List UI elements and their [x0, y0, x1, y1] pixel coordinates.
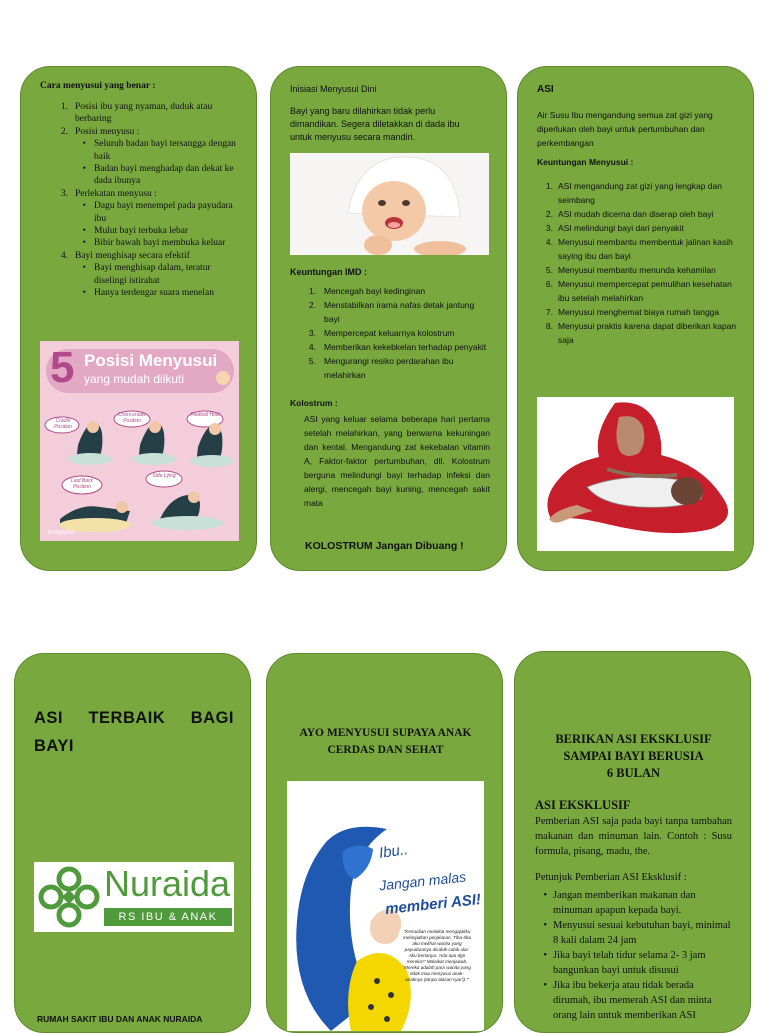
colostrum-text: ASI yang keluar selama beberapa hari pertama setelah melahirkan, yang berwarna kekuningan dan kental. Mengandung zat kekebalan vitamin A, Faktor-faktor pertumbuhan, dll. Kolostrum berguna melindungi bayi terhadap infeksi dan alergi, mencegah bayi kuning, mencegah sakit mata: [304, 414, 490, 508]
list-item-text: Bibir bawah bayi membuka keluar: [94, 238, 226, 249]
tip-item: [535, 888, 734, 918]
panel-early-initiation: [270, 66, 507, 571]
hospital-name-footer: RUMAH SAKIT IBU DAN ANAK NURAIDA: [37, 1014, 203, 1024]
list-item-text: Menyusui menghemat biaya rumah tangga: [558, 307, 720, 317]
list-marker: 1.: [308, 286, 316, 296]
infographic-number: 5: [50, 343, 75, 392]
list-marker: 4.: [308, 342, 316, 352]
list-marker: 2.: [308, 300, 316, 310]
infographic-subtitle: yang mudah diikuti: [84, 372, 185, 386]
baby-photo: [290, 153, 489, 255]
list-marker: •: [82, 201, 86, 212]
list-marker: 8.: [545, 321, 553, 331]
infographic-brand: kumparan: [48, 530, 75, 536]
list-item-text: Menyusui sesuai kebutuhan bayi, minimal 8 kali dalam 24 jam: [553, 920, 731, 946]
tip-item: [535, 918, 734, 948]
list-marker: •: [82, 263, 86, 274]
list-marker: 7.: [545, 307, 553, 317]
colostrum-title: Kolostrum :: [290, 398, 338, 408]
benefit-item: [537, 277, 740, 305]
hospital-logo: [34, 862, 234, 932]
list-marker: •: [543, 980, 547, 991]
list-marker: 4.: [60, 250, 68, 261]
logo-subtitle: RS IBU & ANAK: [104, 908, 232, 926]
pos-label-cross: Cross-cradle Position: [117, 412, 147, 424]
technique-item: [40, 250, 240, 262]
pos-label-cradle: Cradle Position: [54, 418, 72, 430]
list-item-text: Memberikan kekebkelan terhadap penyakit: [324, 342, 487, 352]
list-item-text: Hanya terdengar suara menelan: [94, 288, 215, 299]
list-marker: •: [82, 164, 86, 175]
list-item-text: ASI mudah dicerna dan diserap oleh bayi: [558, 209, 714, 219]
side-lying-figure: [146, 471, 224, 530]
technique-subitem: [40, 138, 240, 163]
list-item-text: Menstabilkan irama nafas detak jantung bayi: [324, 300, 475, 324]
poster-line3: memberi ASI!: [384, 891, 482, 918]
panel-motivation: [266, 653, 503, 1033]
motivation-title: AYO MENYUSUI SUPAYA ANAK CERDAS DAN SEHAT: [299, 727, 472, 756]
technique-subitem: [40, 200, 240, 225]
poster-line2: Jangan malas: [378, 868, 467, 894]
title-line: SAMPAI BAYI BERUSIA: [563, 749, 704, 763]
list-item-text: Bayi menghisap dalam, teratur diselingi istirahat: [94, 263, 211, 286]
list-item-text: ASI melindungi bayi dari penyakit: [558, 223, 684, 233]
list-marker: 3.: [60, 188, 68, 199]
technique-subitem: [40, 237, 240, 249]
section-text: Pemberian ASI saja pada bayi tanpa tambahan makanan dan minuman lain. Contoh : Susu formula, pisang, madu, the.: [535, 816, 732, 857]
panel-exclusive-asi: [514, 651, 751, 1033]
imd-benefit-item: [290, 284, 490, 298]
list-item-text: Dagu bayi menempel pada payudara ibu: [94, 201, 233, 224]
colostrum-footer: KOLOSTRUM Jangan Dibuang !: [305, 540, 464, 552]
list-item-text: Menyusui membantu menunda kehamilan: [558, 265, 716, 275]
list-marker: 2.: [60, 126, 68, 137]
baby-icon: [216, 371, 230, 385]
intro-text: Air Susu Ibu mengandung semua zat gizi yang diperlukan oleh bayi untuk pertumbuhan dan perkembangan: [537, 110, 713, 148]
list-marker: •: [82, 288, 86, 299]
list-marker: •: [82, 238, 86, 249]
cover-title: ASI TERBAIK BAGI BAYI: [34, 709, 234, 755]
pos-label-football: Football Hold: [190, 412, 220, 418]
list-item-text: Posisi menyusu :: [75, 126, 140, 137]
benefit-item: [537, 221, 740, 235]
benefit-item: [537, 179, 740, 207]
infographic-five-positions: [40, 341, 239, 541]
list-item-text: Jangan memberikan makanan dan minuman apapun kepada bayi.: [553, 890, 696, 916]
list-marker: •: [543, 950, 547, 961]
list-marker: •: [543, 920, 547, 931]
benefit-item: [537, 305, 740, 319]
list-marker: 3.: [545, 223, 553, 233]
list-marker: 5.: [545, 265, 553, 275]
laughing-baby-image: [290, 153, 489, 255]
benefit-item: [537, 263, 740, 277]
tips-list: [535, 888, 734, 1023]
list-marker: 4.: [545, 237, 553, 247]
technique-list: [40, 101, 240, 300]
pos-label-sidelying: Side Lying: [152, 473, 176, 479]
imd-benefit-item: [290, 298, 490, 326]
list-item-text: Menyusui membantu membentuk jalinan kasih saying ibu dan bayi: [558, 237, 733, 261]
technique-item: [40, 101, 240, 126]
mother-breastfeeding-illustration: [537, 397, 734, 551]
panel-title: ASI: [537, 84, 554, 95]
tip-item: [535, 978, 734, 1023]
list-item-text: Menyusui praktis karena dapat diberikan kapan saja: [558, 321, 737, 345]
technique-subitem: [40, 262, 240, 287]
logo-name: Nuraida: [104, 863, 231, 904]
list-item-text: Badan bayi menghadap dan dekat ke dada ibunya: [94, 164, 234, 187]
list-marker: 1.: [545, 181, 553, 191]
flower-logo-icon: [36, 864, 102, 930]
list-item-text: Perlekatan menyusu :: [75, 188, 157, 199]
poster-line1: Ibu..: [377, 841, 410, 862]
list-marker: 5.: [308, 356, 316, 366]
poster-quote: "Kemudian melaikat mengajakku melanjutkan perjalanan, Tiba-tiba aku melihat wanita yang payudaranya dicabik-cabik ular. Aku bertanya, 'Ada apa dgn mereka?' Malaikat menjawab, 'Mereka adalah para wanita yang tidak mau menyusui anak-anaknya (tanpa alasan syar'i).'": [403, 929, 471, 982]
benefits-title: Keuntungan Menyusui :: [537, 157, 634, 167]
panel-title: Cara menyusui yang benar :: [40, 81, 156, 91]
imd-benefit-item: [290, 354, 490, 382]
intro-text: Bayi yang baru dilahirkan tidak perlu dimandikan. Segera diletakkan di dada ibu untuk menyusu secara mandiri.: [290, 106, 460, 142]
list-marker: •: [82, 226, 86, 237]
list-marker: 1.: [60, 102, 68, 112]
technique-subitem: [40, 225, 240, 237]
section-title: ASI EKSKLUSIF: [535, 798, 631, 812]
panel-breastfeeding-technique: [20, 66, 257, 571]
technique-subitem: [40, 287, 240, 299]
list-item-text: Jika ibu bekerja atau tidak berada dirumah, ibu memerah ASI dan minta orang lain untuk memberikan ASI: [553, 980, 712, 1021]
list-marker: 6.: [545, 279, 553, 289]
title-line: BERIKAN ASI EKSKLUSIF: [555, 732, 712, 746]
exclusive-title: [535, 731, 732, 782]
list-marker: •: [543, 890, 547, 901]
pos-label-laidback: Laid Back Position: [71, 478, 93, 490]
technique-subitem: [40, 163, 240, 188]
breastfeeding-benefits-list: [537, 179, 740, 347]
mother-with-baby-image: [537, 397, 734, 551]
panel-cover: [14, 653, 251, 1033]
football-hold-figure: [187, 411, 234, 467]
benefit-item: [537, 319, 740, 347]
list-item-text: Seluruh badan bayi tersangga dengan baik: [94, 139, 236, 162]
list-item-text: Menyusui mempercepat pemulihan kesehatan ibu setelah melahirkan: [558, 279, 732, 303]
benefit-item: [537, 235, 740, 263]
list-item-text: Mempercepat keluarnya kolostrum: [324, 328, 455, 338]
imd-benefit-item: [290, 340, 490, 354]
list-item-text: Jika bayi telah tidur selama 2- 3 jam bangunkan bayi untuk disusui: [553, 950, 706, 976]
list-item-text: Mengurangi resiko perdarahan ibu melahirkan: [324, 356, 454, 380]
list-item-text: Mencegah bayi kedinginan: [324, 286, 426, 296]
poster-image: [287, 781, 484, 1031]
infographic-title: Posisi Menyusui: [84, 351, 218, 370]
list-marker: 3.: [308, 328, 316, 338]
tips-title: Petunjuk Pemberian ASI Eksklusif :: [535, 872, 687, 883]
imd-title: Keuntungan IMD :: [290, 267, 367, 277]
imd-benefit-item: [290, 326, 490, 340]
list-marker: •: [82, 139, 86, 150]
panel-title: Inisiasi Menyusui Dini: [290, 84, 377, 94]
list-item-text: Bayi menghisap secara efektif: [75, 250, 190, 261]
imd-benefits-list: [290, 284, 490, 382]
title-line: 6 BULAN: [606, 766, 661, 780]
tip-item: [535, 948, 734, 978]
list-item-text: Mulut bayi terbuka lebar: [94, 226, 189, 237]
list-item-text: Posisi ibu yang nyaman, duduk atau berbaring: [75, 102, 213, 125]
benefit-item: [537, 207, 740, 221]
panel-asi: [517, 66, 754, 571]
list-marker: 2.: [545, 209, 553, 219]
technique-item: [40, 188, 240, 200]
technique-item: [40, 126, 240, 138]
list-item-text: ASI mengandung zat gizi yang lengkap dan seimbang: [558, 181, 722, 205]
